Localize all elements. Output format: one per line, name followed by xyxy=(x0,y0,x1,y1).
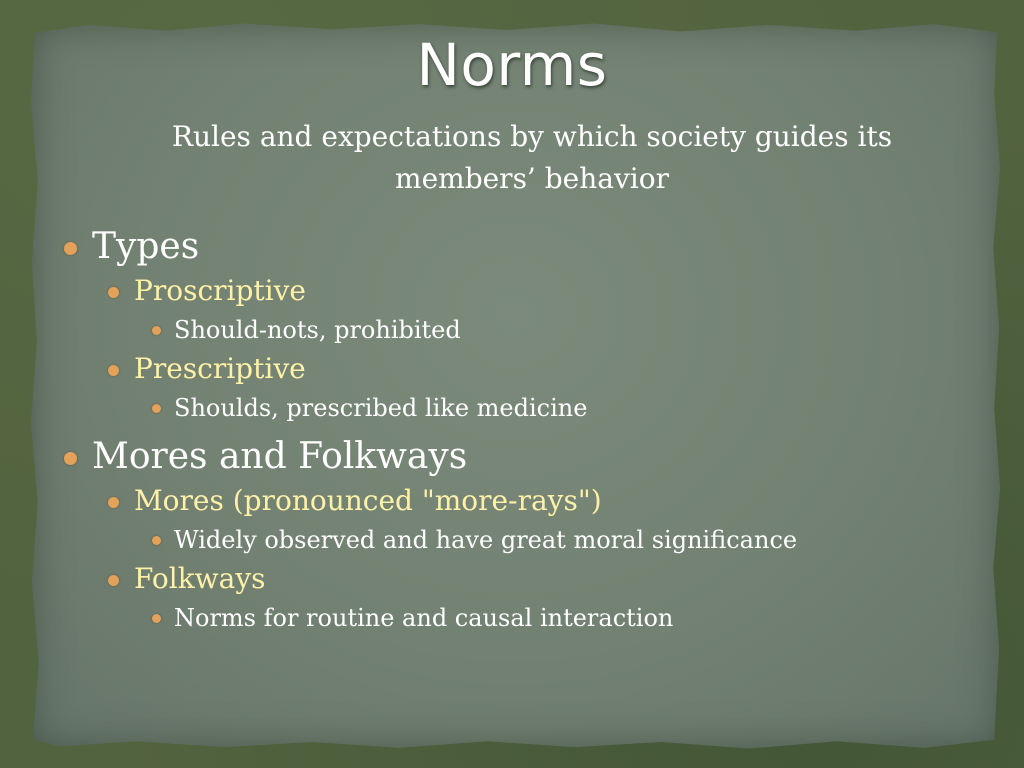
bullet-icon xyxy=(64,242,77,255)
detail-bullet-label: Norms for routine and causal interaction xyxy=(174,604,674,632)
sub-bullet-proscriptive xyxy=(62,272,962,310)
bullet-icon xyxy=(108,365,119,376)
bullet-icon xyxy=(152,326,161,335)
detail-bullet-routine-interaction xyxy=(62,598,962,638)
detail-bullet-label: Shoulds, prescribed like medicine xyxy=(174,394,588,422)
sub-bullet-mores xyxy=(62,482,962,520)
detail-bullet-label: Should-nots, prohibited xyxy=(174,316,461,344)
bullet-types xyxy=(62,222,962,272)
sub-bullet-label: Mores (pronounced "more-rays") xyxy=(134,484,602,517)
bullet-icon xyxy=(152,404,161,413)
bullet-mores-and-folkways xyxy=(62,432,962,482)
subtitle-line-1: Rules and expectations by which society guides its xyxy=(171,120,893,153)
bullet-outline xyxy=(62,222,962,638)
bullet-icon xyxy=(152,536,161,545)
bullet-icon xyxy=(108,287,119,298)
detail-bullet-shoulds xyxy=(62,388,962,428)
sub-bullet-label: Proscriptive xyxy=(134,274,306,307)
bullet-icon xyxy=(108,497,119,508)
subtitle-line-2: members’ behavior xyxy=(395,162,669,195)
detail-bullet-should-nots xyxy=(62,310,962,350)
slide-title: Norms xyxy=(416,31,608,99)
detail-bullet-widely-observed xyxy=(62,520,962,560)
sub-bullet-folkways xyxy=(62,560,962,598)
bullet-icon xyxy=(108,575,119,586)
bullet-icon xyxy=(152,614,161,623)
bullet-label: Mores and Folkways xyxy=(92,436,468,477)
bullet-icon xyxy=(64,452,77,465)
detail-bullet-label: Widely observed and have great moral significance xyxy=(174,526,798,554)
sub-bullet-label: Prescriptive xyxy=(134,352,306,385)
bullet-label: Types xyxy=(92,226,200,267)
slide-subtitle xyxy=(130,116,934,200)
sub-bullet-prescriptive xyxy=(62,350,962,388)
sub-bullet-label: Folkways xyxy=(134,562,266,595)
